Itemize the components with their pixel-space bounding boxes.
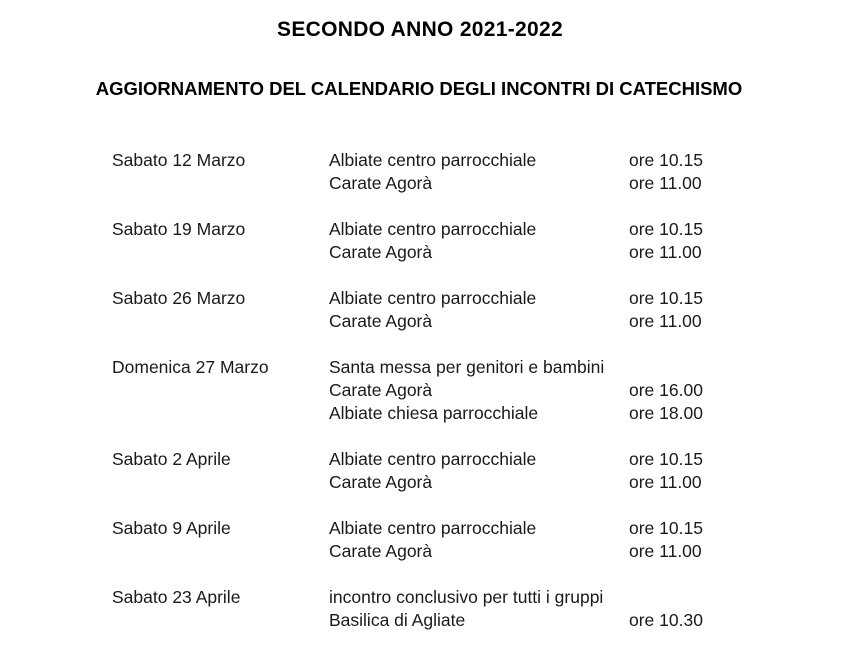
entry-line — [329, 540, 752, 563]
entry-line — [329, 609, 752, 632]
entry-place: Carate Agorà — [329, 380, 433, 400]
entry-lines — [329, 586, 752, 632]
schedule-entry — [112, 517, 752, 563]
entry-place: Carate Agorà — [329, 472, 433, 492]
entry-date: Sabato 26 Marzo — [112, 288, 246, 308]
entry-lines — [329, 517, 752, 563]
entry-time: ore 11.00 — [629, 173, 702, 193]
schedule-entry — [112, 218, 752, 264]
entry-date: Sabato 9 Aprile — [112, 518, 231, 538]
entry-place: Carate Agorà — [329, 173, 433, 193]
entry-line — [329, 448, 752, 471]
schedule-entry — [112, 586, 752, 632]
entry-place: Albiate centro parrocchiale — [329, 288, 537, 308]
entry-date: Sabato 19 Marzo — [112, 219, 246, 239]
entry-line — [329, 149, 752, 172]
entry-line — [329, 402, 752, 425]
entry-date: Domenica 27 Marzo — [112, 357, 269, 377]
entry-place: Albiate centro parrocchiale — [329, 449, 537, 469]
entry-place: Santa messa per genitori e bambini — [329, 357, 605, 377]
entry-time: ore 10.15 — [629, 518, 703, 538]
entry-place: Carate Agorà — [329, 311, 433, 331]
entry-time: ore 10.15 — [629, 288, 703, 308]
entry-time: ore 10.30 — [629, 610, 703, 630]
schedule-entry — [112, 448, 752, 494]
entry-date: Sabato 12 Marzo — [112, 150, 246, 170]
schedule-list — [112, 149, 752, 632]
entry-line — [329, 356, 752, 379]
entry-place: Basilica di Agliate — [329, 610, 466, 630]
entry-line — [329, 517, 752, 540]
entry-time: ore 11.00 — [629, 311, 702, 331]
entry-time: ore 11.00 — [629, 472, 702, 492]
entry-lines — [329, 218, 752, 264]
entry-line — [329, 471, 752, 494]
schedule-entry — [112, 149, 752, 195]
entry-lines — [329, 287, 752, 333]
entry-place: incontro conclusivo per tutti i gruppi — [329, 587, 604, 607]
entry-date: Sabato 2 Aprile — [112, 449, 231, 469]
entry-time: ore 18.00 — [629, 403, 703, 423]
entry-time: ore 11.00 — [629, 541, 702, 561]
entry-line — [329, 218, 752, 241]
entry-date: Sabato 23 Aprile — [112, 587, 241, 607]
entry-line — [329, 310, 752, 333]
entry-time: ore 10.15 — [629, 150, 703, 170]
entry-time: ore 10.15 — [629, 219, 703, 239]
entry-place: Albiate centro parrocchiale — [329, 518, 537, 538]
schedule-entry — [112, 287, 752, 333]
schedule-entry — [112, 356, 752, 425]
document-title: SECONDO ANNO 2021-2022 — [277, 18, 563, 41]
entry-lines — [329, 356, 752, 425]
entry-lines — [329, 448, 752, 494]
entry-line — [329, 379, 752, 402]
document-subtitle: AGGIORNAMENTO DEL CALENDARIO DEGLI INCONTRI DI CATECHISMO — [95, 78, 743, 99]
entry-line — [329, 287, 752, 310]
entry-time: ore 10.15 — [629, 449, 703, 469]
entry-time: ore 11.00 — [629, 242, 702, 262]
entry-lines — [329, 149, 752, 195]
entry-line — [329, 586, 752, 609]
entry-place: Albiate chiesa parrocchiale — [329, 403, 539, 423]
entry-line — [329, 241, 752, 264]
entry-place: Carate Agorà — [329, 242, 433, 262]
entry-place: Carate Agorà — [329, 541, 433, 561]
entry-line — [329, 172, 752, 195]
entry-time: ore 16.00 — [629, 380, 703, 400]
entry-place: Albiate centro parrocchiale — [329, 150, 537, 170]
entry-place: Albiate centro parrocchiale — [329, 219, 537, 239]
